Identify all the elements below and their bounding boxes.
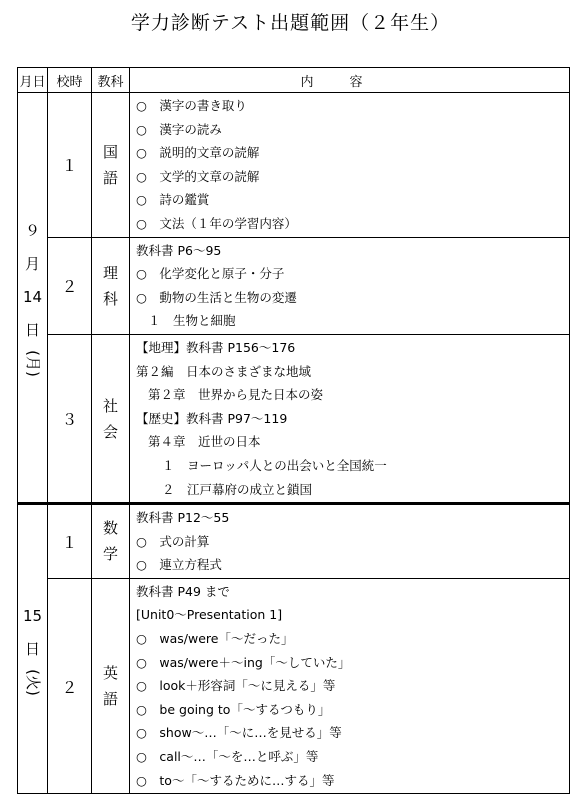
content-line: ○ was/were＋～ing「～していた」 <box>136 654 351 670</box>
subject-char: 語 <box>102 168 118 187</box>
content-line: １ ヨーロッパ人との出会いと全国統一 <box>162 457 387 473</box>
date-cell-day1 <box>18 93 48 504</box>
content-line: 【歴史】教科書 P97～119 <box>136 410 288 426</box>
content-line: [Unit0～Presentation 1] <box>136 607 283 623</box>
table-row <box>18 334 570 503</box>
content-line: ○ 漢字の書き取り <box>136 98 247 113</box>
content-line: ○ call～…「～を…と呼ぶ」等 <box>136 749 319 765</box>
subject-char: 会 <box>102 422 118 441</box>
content-line: ○ was/were「～だった」 <box>136 631 294 647</box>
subject-char: 国 <box>102 142 118 161</box>
content-line: ○ 説明的文章の読解 <box>136 145 260 161</box>
header-period: 校時 <box>48 68 92 93</box>
subject-char: 語 <box>102 690 118 709</box>
subject-char: 科 <box>102 289 118 308</box>
subject-cell-science <box>92 237 130 334</box>
content-line: ○ to～「～するために…する」等 <box>136 772 335 788</box>
period-cell: １ <box>48 93 92 238</box>
content-line: ○ 文法（１年の学習内容） <box>136 215 297 231</box>
page-title: 学力診断テスト出題範囲（２年生） <box>130 12 451 34</box>
content-line: ○ look＋形容詞「～に見える」等 <box>136 678 336 694</box>
period-cell: ２ <box>48 237 92 334</box>
date-char: 15 <box>22 606 43 625</box>
date-char: ９ <box>24 222 40 241</box>
header-subject: 教科 <box>92 68 130 93</box>
date-cell-day2 <box>18 504 48 794</box>
table-row <box>18 93 570 238</box>
table-row <box>18 237 570 334</box>
subject-cell-math <box>92 504 130 579</box>
subject-cell-english <box>92 578 130 793</box>
table-row <box>18 504 570 579</box>
period-cell: ３ <box>48 334 92 503</box>
subject-char: 学 <box>102 545 118 564</box>
weekday-char: (火) <box>24 668 42 696</box>
table-row <box>18 578 570 793</box>
content-cell <box>130 578 570 793</box>
content-line: ○ 連立方程式 <box>136 557 222 573</box>
content-line: 【地理】教科書 P156～176 <box>136 339 296 355</box>
content-line: 第２編 日本のさまざまな地域 <box>136 363 312 379</box>
date-char: 日 <box>24 639 40 658</box>
subject-cell-japanese <box>92 93 130 238</box>
period-cell: １ <box>48 504 92 579</box>
content-line: ○ 動物の生活と生物の変遷 <box>136 289 297 305</box>
content-line: ○ be going to「～するつもり」 <box>136 701 331 717</box>
weekday-char: (月) <box>24 350 42 377</box>
subject-cell-social <box>92 334 130 503</box>
date-char: 日 <box>24 321 40 340</box>
content-cell <box>130 93 570 238</box>
content-line: ○ 文学的文章の読解 <box>136 168 260 184</box>
content-line: 第２章 世界から見た日本の姿 <box>148 387 324 403</box>
date-char: 月 <box>24 255 40 274</box>
period-cell: ２ <box>48 578 92 793</box>
subject-char: 社 <box>102 396 118 415</box>
content-line: ○ 式の計算 <box>136 533 210 549</box>
subject-char: 理 <box>102 263 118 282</box>
header-date: 月日 <box>18 68 48 93</box>
subject-char: 英 <box>102 664 118 683</box>
content-line: １ 生物と細胞 <box>148 313 236 329</box>
content-line: ○ show～…「～に…を見せる」等 <box>136 725 342 741</box>
content-line: 教科書 P6～95 <box>136 242 222 258</box>
date-char: 14 <box>22 288 43 307</box>
content-line: 教科書 P12～55 <box>136 510 230 526</box>
content-line: 教科書 P49 まで <box>136 583 230 599</box>
content-cell <box>130 334 570 503</box>
content-line: ○ 漢字の読み <box>136 121 222 137</box>
content-line: ２ 江戸幕府の成立と鎖国 <box>162 481 313 497</box>
content-line: ○ 詩の鑑賞 <box>136 192 210 208</box>
exam-scope-table <box>17 67 570 794</box>
content-line: ○ 化学変化と原子・分子 <box>136 266 285 282</box>
header-row <box>18 68 570 93</box>
content-cell <box>130 237 570 334</box>
content-cell <box>130 504 570 579</box>
content-line: 第４章 近世の日本 <box>148 434 261 450</box>
header-content: 内容 <box>130 68 570 93</box>
subject-char: 数 <box>102 519 118 538</box>
